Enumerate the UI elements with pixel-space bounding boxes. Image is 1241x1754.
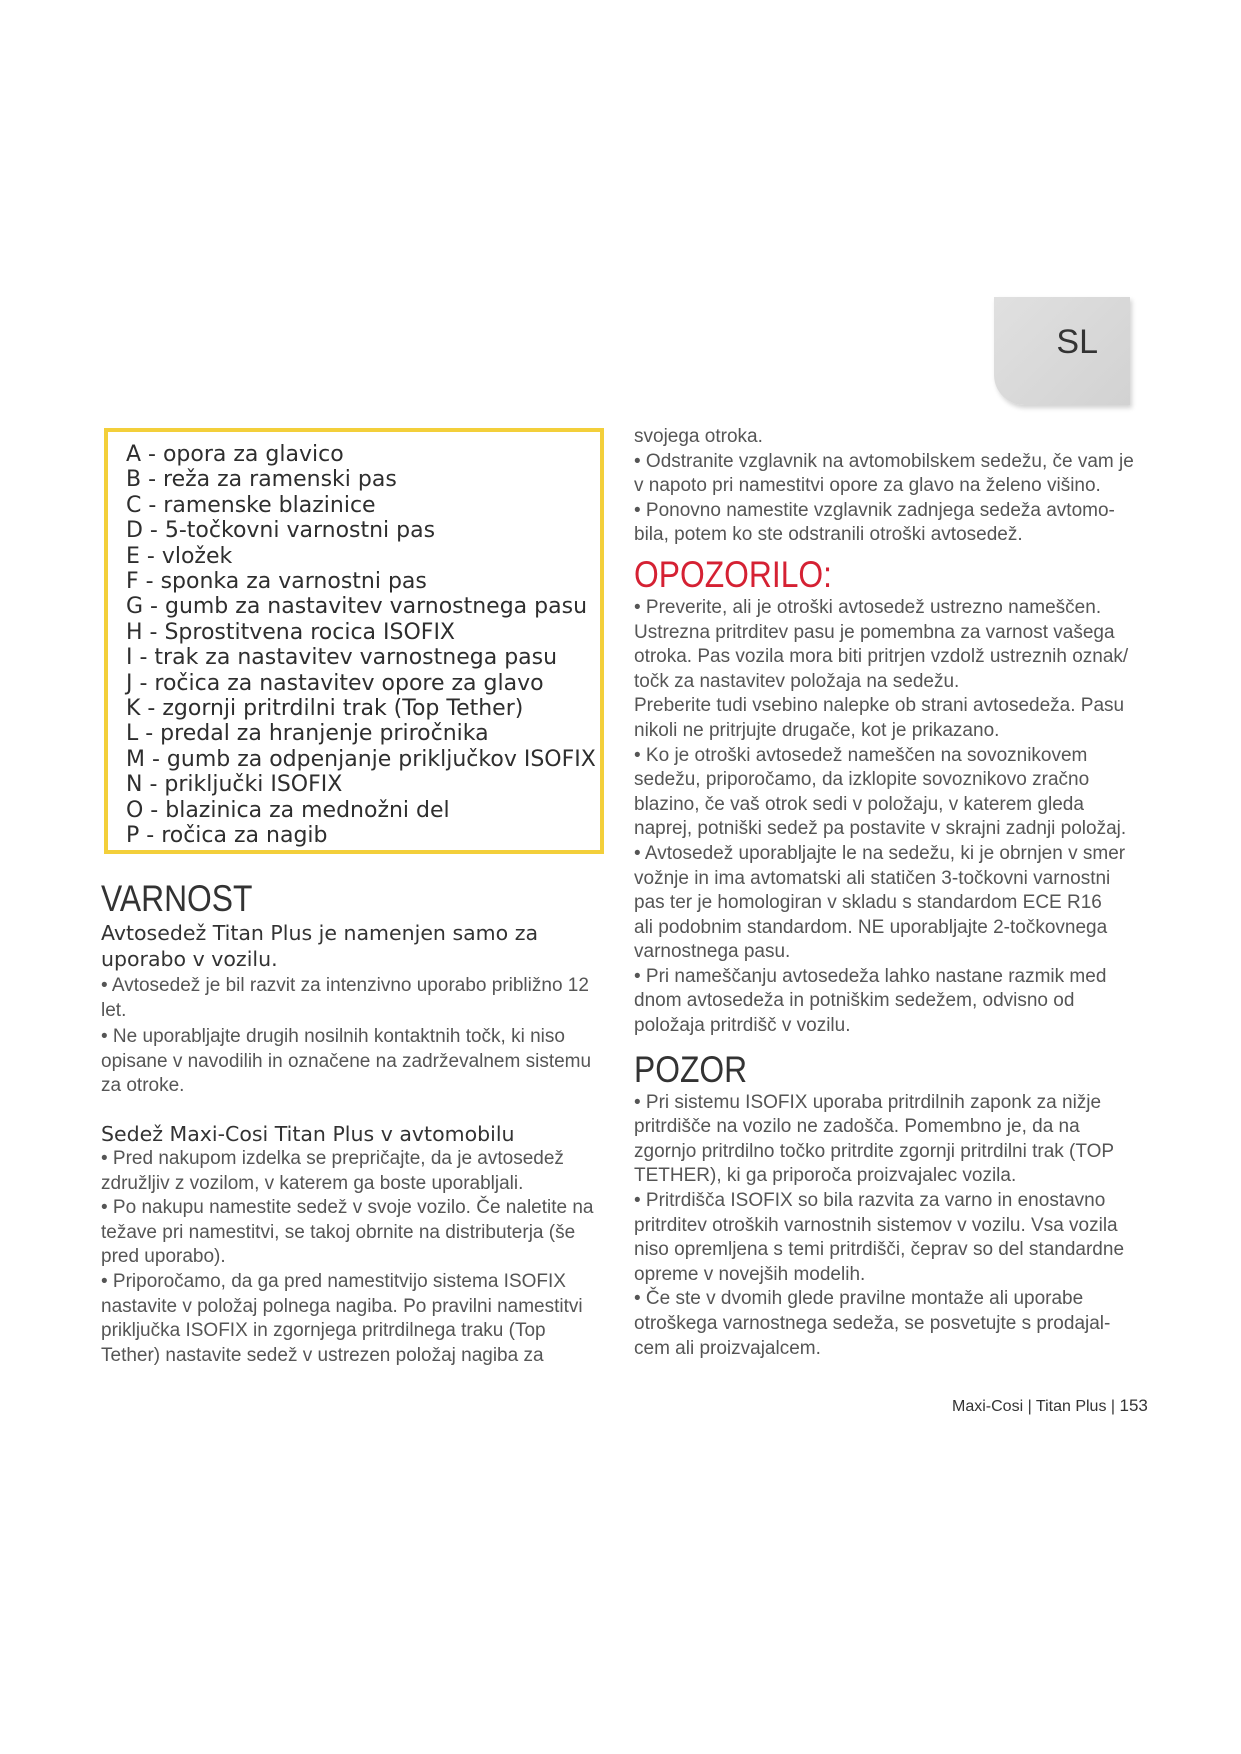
legend-item-f: F - sponka za varnostni pas (126, 569, 427, 595)
text-line: položaja pritrdišč v vozilu. (634, 1015, 851, 1037)
text-line: • Ko je otroški avtosedež nameščen na sovoznikovem (634, 744, 1088, 766)
legend-item-n: N - priključki ISOFIX (126, 772, 343, 798)
text-line: • Ne uporabljajte drugih nosilnih kontaktnih točk, ki niso (101, 1026, 565, 1048)
text-line: nikoli ne pritrjujte drugače, kot je prikazano. (634, 719, 1000, 741)
parts-legend-list (126, 442, 600, 849)
pozor-paragraph-3 (634, 1287, 1144, 1361)
language-tab (994, 297, 1130, 405)
text-line: sedežu, priporočamo, da izklopite sovoznikovo zračno (634, 769, 1090, 791)
text-line: Preberite tudi vsebino nalepke ob strani avtosedeža. Pasu (634, 695, 1125, 717)
right-column (634, 425, 1144, 1361)
opozorilo-paragraph-4 (634, 842, 1144, 965)
sedez-heading: Sedež Maxi-Cosi Titan Plus v avtomobilu (101, 1121, 515, 1146)
legend-item-b: B - reža za ramenski pas (126, 467, 397, 493)
footer-separator: | (1027, 1398, 1036, 1415)
sedez-paragraph-3 (101, 1270, 601, 1368)
legend-item-d: D - 5-točkovni varnostni pas (126, 518, 436, 544)
text-line: točk za nastavitev položaja na sedežu. (634, 670, 960, 692)
text-line: • Priporočamo, da ga pred namestitvijo sistema ISOFIX (101, 1270, 566, 1292)
pozor-paragraph-1 (634, 1091, 1144, 1189)
text-line: Tether) nastavite sedež v ustrezen položaj nagiba za (101, 1344, 544, 1366)
sedez-paragraph-2 (101, 1196, 601, 1270)
text-line: dnom avtosedeža in potniškim sedežem, odvisno od (634, 990, 1075, 1012)
pozor-paragraph-2 (634, 1189, 1144, 1287)
text-line: • Pri nameščanju avtosedeža lahko nastane razmik med (634, 965, 1107, 987)
text-line: • Po nakupu namestite sedež v svoje vozilo. Če naletite na (101, 1197, 594, 1219)
page-footer (952, 1396, 1148, 1416)
text-line: opisane v navodilih in označene na zadrževalnem sistemu (101, 1050, 592, 1072)
text-line: pritrditev otroških varnostnih sistemov v vozilu. Vsa vozila (634, 1214, 1118, 1236)
continued-paragraph-2 (634, 450, 1144, 499)
text-line: Ustrezna pritrditev pasu je pomembna za varnost vašega (634, 621, 1115, 643)
text-line: bila, potem ko ste odstranili otroški avtosedež. (634, 524, 1023, 546)
text-line: opreme v novejših modelih. (634, 1263, 866, 1285)
text-line: naprej, potniški sedež pa postavite v skrajni zadnji položaj. (634, 818, 1127, 840)
varnost-paragraph-1 (101, 974, 601, 1023)
legend-item-k: K - zgornji pritrdilni trak (Top Tether) (126, 696, 524, 722)
text-line: • Pritrdišča ISOFIX so bila razvita za varno in enostavno (634, 1190, 1106, 1212)
parts-legend-box (104, 428, 604, 854)
varnost-paragraph-2 (101, 1025, 601, 1099)
text-line: cem ali proizvajalcem. (634, 1337, 821, 1359)
varnost-intro-line: Avtosedež Titan Plus je namenjen samo za (101, 921, 539, 945)
legend-item-m: M - gumb za odpenjanje priključkov ISOFIX (126, 746, 596, 772)
legend-item-o: O - blazinica za mednožni del (126, 797, 450, 823)
footer-separator: | (1110, 1398, 1120, 1415)
legend-item-p: P - ročica za nagib (126, 823, 328, 849)
language-code: SL (1056, 323, 1098, 361)
legend-item-l: L - predal za hranjenje priročnika (126, 721, 489, 747)
text-line: • Preverite, ali je otroški avtosedež ustrezno nameščen. (634, 596, 1102, 618)
footer-brand: Maxi-Cosi (952, 1398, 1024, 1415)
legend-item-j: J - ročica za nastavitev opore za glavo (126, 670, 544, 696)
text-line: zgornjo pritrdilno točko pritrdite zgornji pritrdilni trak (TOP (634, 1140, 1115, 1162)
legend-item-i: I - trak za nastavitev varnostnega pasu (126, 645, 558, 671)
text-line: varnostnega pasu. (634, 941, 791, 963)
text-line: • Odstranite vzglavnik na avtomobilskem sedežu, če vam je (634, 450, 1134, 472)
text-line: vožnje in ima avtomatski ali statičen 3-točkovni varnostni (634, 867, 1111, 889)
text-line: ali podobnim standardom. NE uporabljajte 2-točkovnega (634, 916, 1108, 938)
sedez-paragraph-1 (101, 1147, 601, 1196)
legend-item-e: E - vložek (126, 543, 233, 569)
left-column (101, 878, 601, 1368)
text-line: nastavite v položaj polnega nagiba. Po pravilni namestitvi (101, 1295, 583, 1317)
opozorilo-paragraph-2 (634, 694, 1144, 743)
text-line: svojega otroka. (634, 426, 763, 447)
footer-product: Titan Plus (1035, 1398, 1107, 1415)
opozorilo-paragraph-1 (634, 596, 1144, 694)
varnost-intro (101, 920, 601, 972)
text-line: v napoto pri namestitvi opore za glavo na želeno višino. (634, 475, 1101, 497)
text-line: • Avtosedež je bil razvit za intenzivno uporabo približno 12 (101, 975, 589, 996)
text-line: • Avtosedež uporabljajte le na sedežu, ki je obrnjen v smer (634, 842, 1126, 864)
legend-item-c: C - ramenske blazinice (126, 492, 376, 518)
legend-item-g: G - gumb za nastavitev varnostnega pasu (126, 594, 588, 620)
opozorilo-paragraph-3 (634, 744, 1144, 842)
varnost-intro-line: uporabo v vozilu. (101, 947, 278, 971)
text-line: priključka ISOFIX in zgornjega pritrdilnega traku (Top (101, 1320, 546, 1342)
continued-paragraph-3 (634, 499, 1144, 548)
continued-paragraph-1 (634, 425, 1144, 450)
text-line: težave pri namestitvi, se takoj obrnite na distributerja (še (101, 1221, 576, 1243)
text-line: pas ter je homologiran v skladu s standardom ECE R16 (634, 892, 1102, 914)
text-line: za otroke. (101, 1075, 185, 1097)
text-line: otroka. Pas vozila mora biti pritrjen vzdolž ustreznih oznak/ (634, 646, 1129, 668)
text-line: združljiv z vozilom, v katerem ga boste uporabljali. (101, 1172, 524, 1194)
text-line: niso opremljena s temi pritrdišči, čeprav so del standardne (634, 1239, 1125, 1261)
text-line: pritrdišče na vozilo ne zadošča. Pomembno je, da na (634, 1116, 1080, 1138)
text-line: pred uporabo). (101, 1246, 226, 1268)
text-line: let. (101, 999, 127, 1021)
text-line: • Če ste v dvomih glede pravilne montaže ali uporabe (634, 1288, 1084, 1310)
opozorilo-heading: OPOZORILO: (634, 553, 833, 595)
text-line: blazino, če vaš otrok sedi v položaju, v katerem gleda (634, 793, 1084, 815)
legend-item-h: H - Sprostitvena rocica ISOFIX (126, 619, 456, 645)
text-line: TETHER), ki ga priporoča proizvajalec vozila. (634, 1165, 1017, 1187)
text-line: otroškega varnostnega sedeža, se posvetujte s prodajal- (634, 1313, 1111, 1334)
text-line: • Pri sistemu ISOFIX uporaba pritrdilnih zaponk za nižje (634, 1091, 1102, 1113)
text-line: • Pred nakupom izdelka se prepričajte, da je avtosedež (101, 1147, 564, 1169)
opozorilo-paragraph-5 (634, 965, 1144, 1039)
legend-item-a: A - opora za glavico (126, 442, 344, 467)
page-number: 153 (1119, 1396, 1148, 1415)
text-line: • Ponovno namestite vzglavnik zadnjega sedeža avtomo- (634, 499, 1115, 521)
pozor-heading: POZOR (634, 1048, 748, 1090)
varnost-heading: VARNOST (101, 878, 253, 919)
